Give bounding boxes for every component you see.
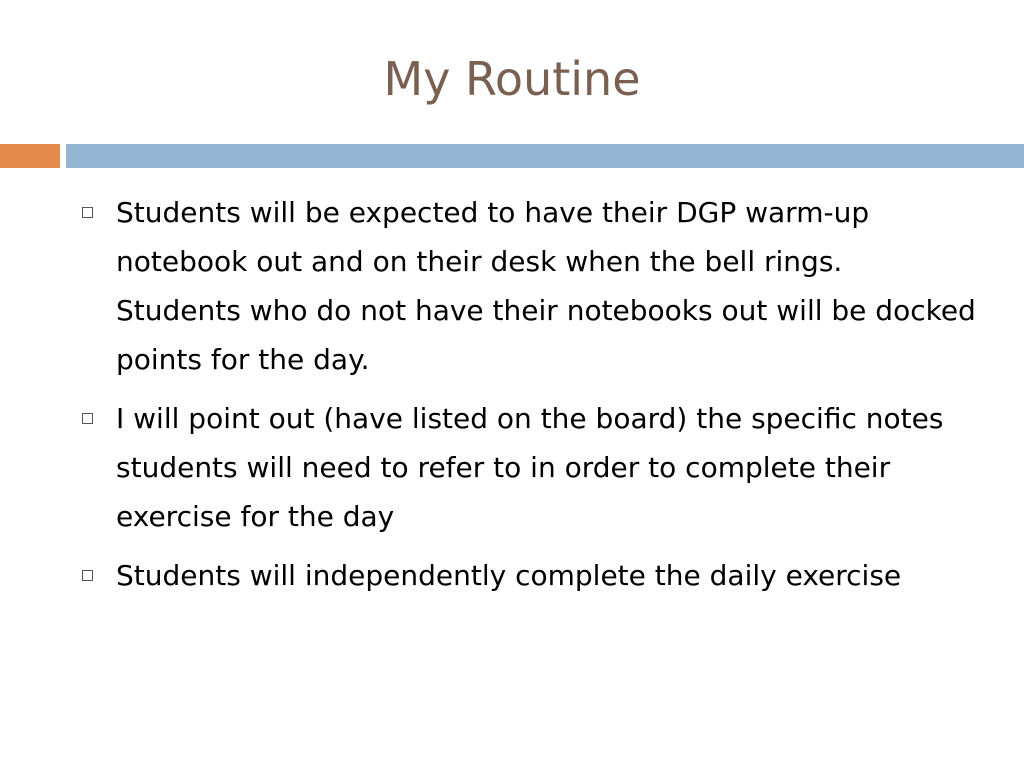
- bullet-item: [80, 394, 980, 541]
- square-bullet-icon: [82, 207, 93, 218]
- bullet-text: Students will independently complete the daily exercise: [116, 559, 902, 592]
- slide-title: My Routine: [383, 52, 641, 106]
- title-divider-bar: [66, 144, 1024, 168]
- bullet-text: Students will be expected to have their DGP warm-up notebook out and on their desk when the bell rings. Students who do not have their notebooks out will be docked points for the day.: [116, 196, 985, 376]
- square-bullet-icon: [82, 570, 93, 581]
- square-bullet-icon: [82, 413, 93, 424]
- bullet-item: [80, 188, 985, 384]
- bullet-item: [80, 551, 980, 600]
- bullet-text: I will point out (have listed on the board) the specific notes students will need to refer to in order to complete their exercise for the day: [116, 402, 953, 533]
- bullet-list: [80, 188, 985, 610]
- title-divider-accent: [0, 144, 60, 168]
